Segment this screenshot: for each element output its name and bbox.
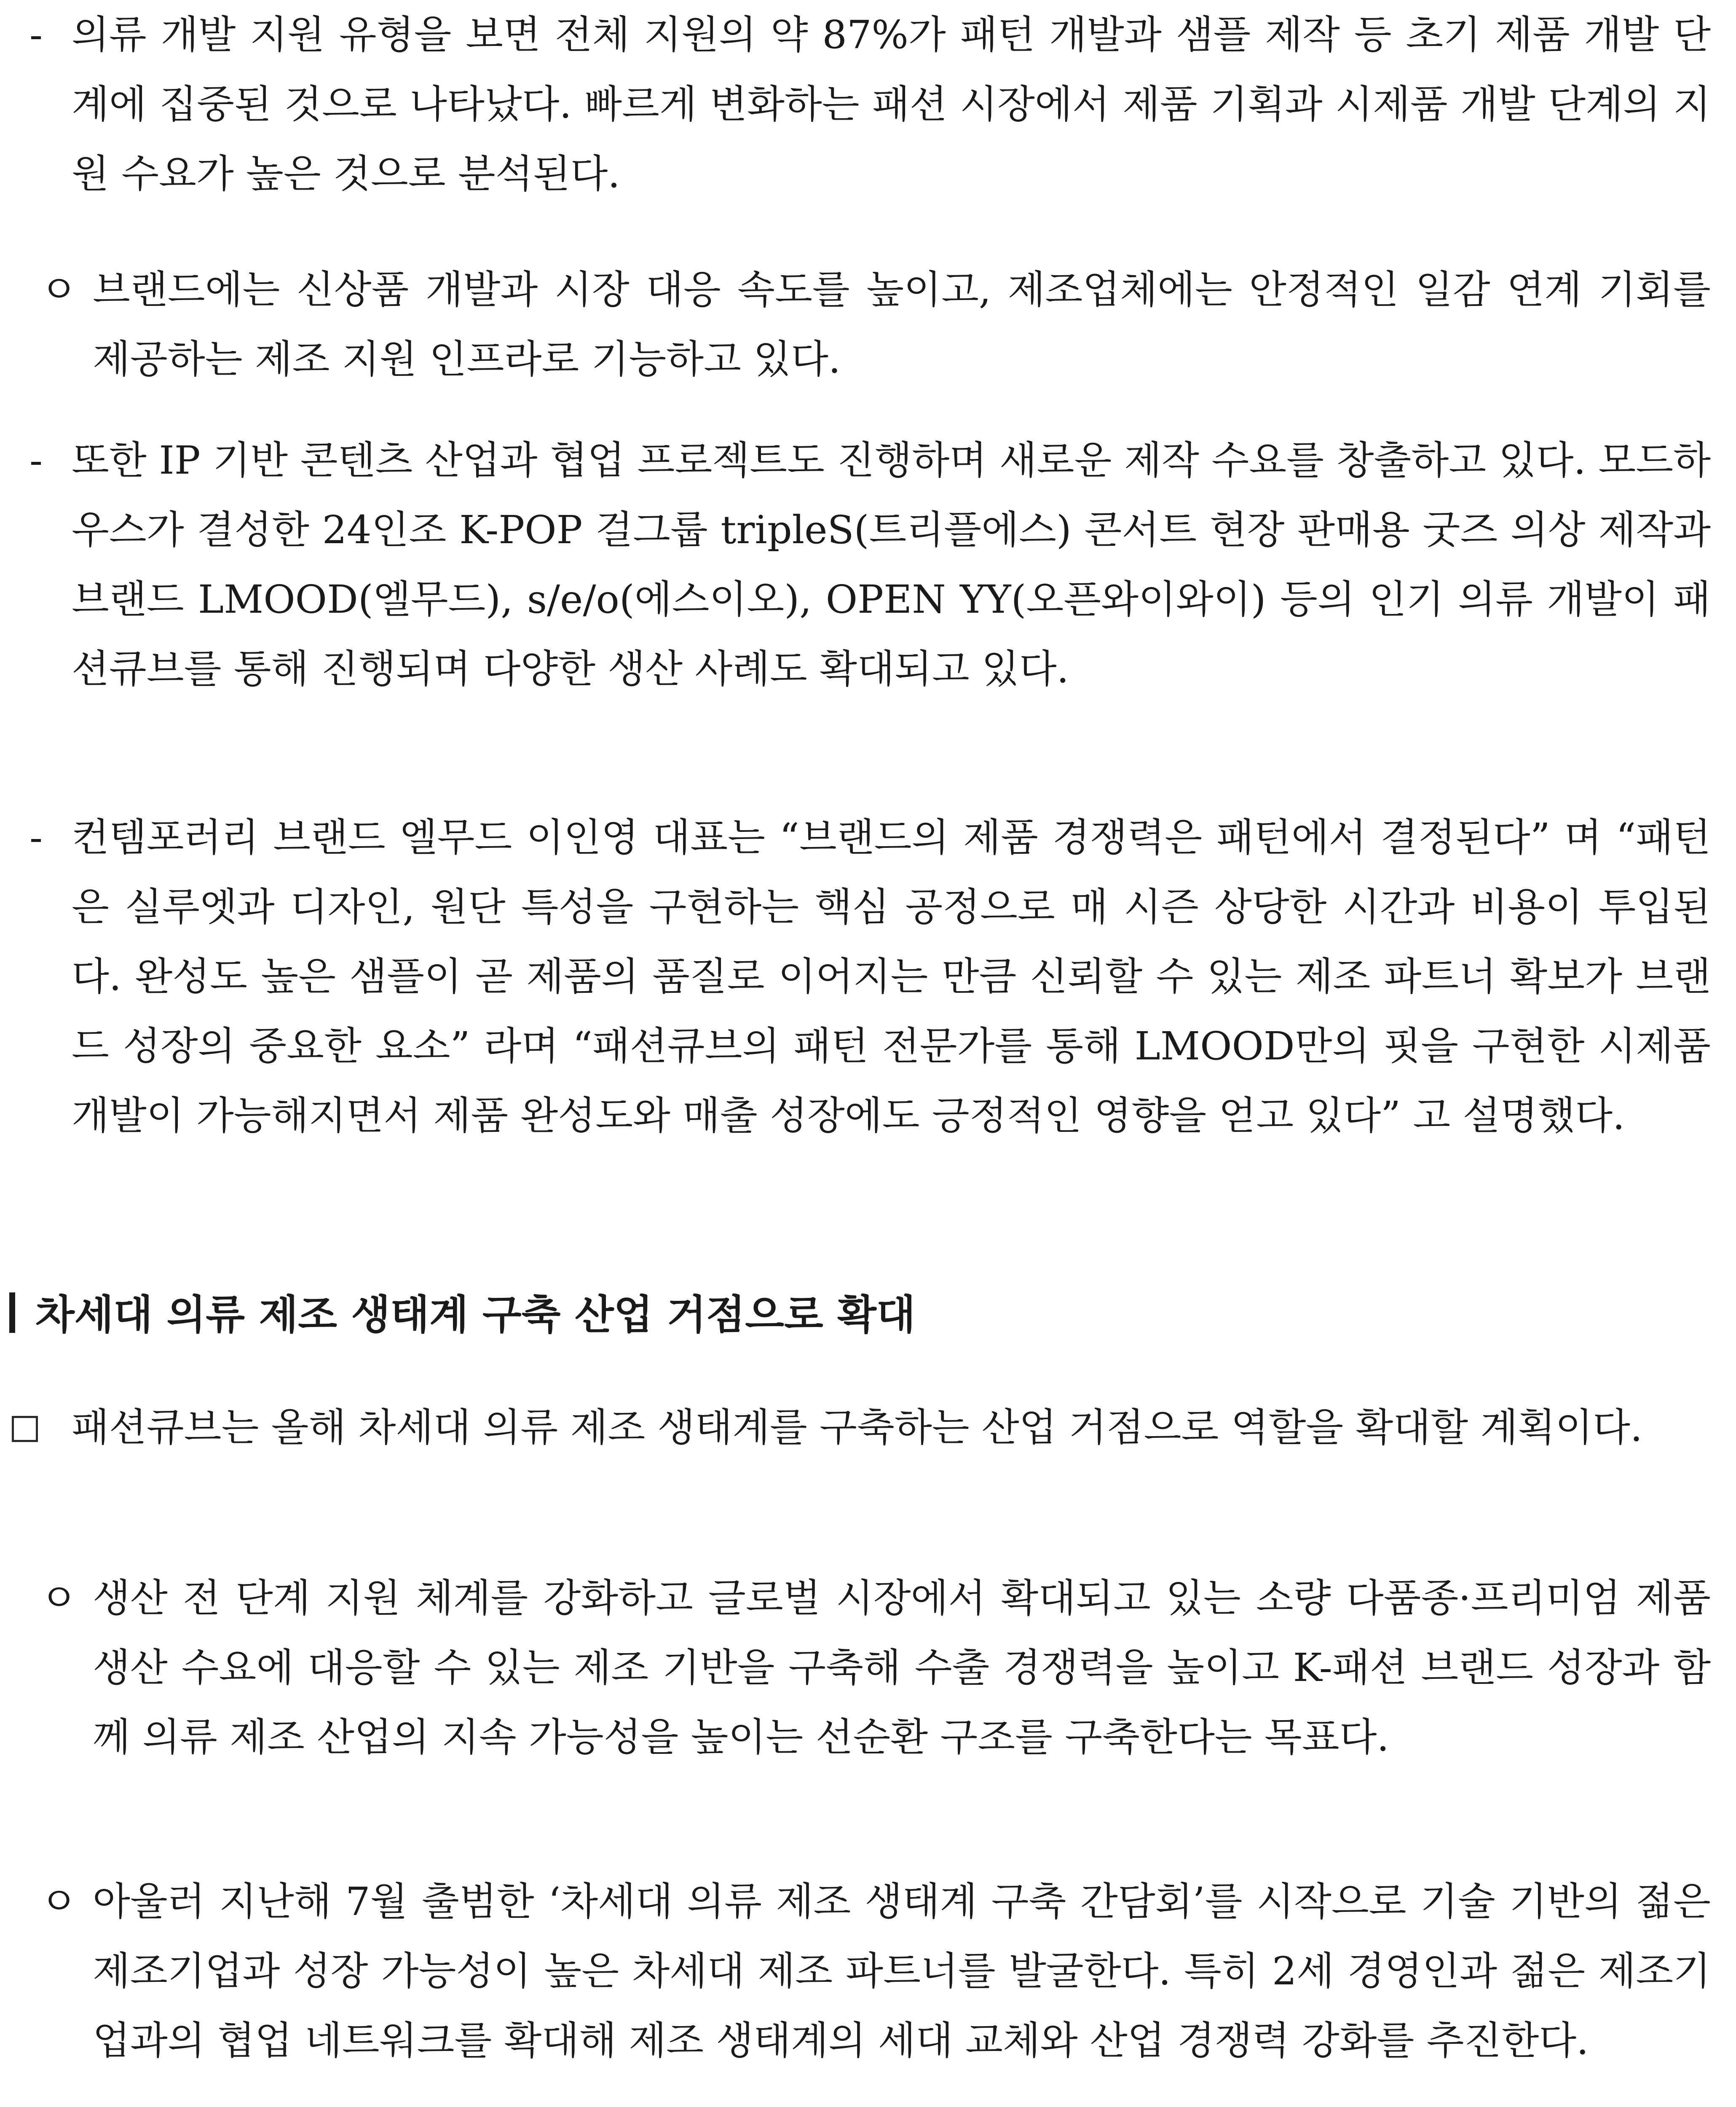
- section-heading: [9, 1281, 916, 1348]
- dash-marker: -: [29, 815, 43, 860]
- paragraph-ip-content: 또한 IP 기반 콘텐츠 산업과 협업 프로젝트도 진행하며 새로운 제작 수요를 창출하고 있다. 모드하우스가 결성한 24인조 K-POP 걸그룹 tripleS(트리플에스) 콘서트 현장 판매용 굿즈 의상 제작과 브랜드 LMOOD(엘무드), s/e/o(에스이오), OPEN YY(오픈와이와이) 등의 인기 의류 개발이 패션큐브를 통해 진행되며 다양한 생산 사례도 확대되고 있다.: [72, 438, 1711, 692]
- circle-marker: ㅇ: [40, 1879, 78, 1924]
- heading-bar: [9, 1292, 15, 1333]
- paragraph-pattern-support: 의류 개발 지원 유형을 보면 전체 지원의 약 87%가 패턴 개발과 샘플 제작 등 초기 제품 개발 단계에 집중된 것으로 나타났다. 빠르게 변화하는 패션 시장에서 제품 기획과 시제품 개발 단계의 지원 수요가 높은 것으로 분석된다.: [72, 12, 1711, 196]
- dash-marker: -: [29, 12, 43, 57]
- paragraph-next-gen-partners: 아울러 지난해 7월 출범한 ‘차세대 의류 제조 생태계 구축 간담회’를 시작으로 기술 기반의 젊은 제조기업과 성장 가능성이 높은 차세대 제조 파트너를 발굴한다. 특히 2세 경영인과 젊은 제조기업과의 협업 네트워크를 확대해 제조 생태계의 세대 교체와 산업 경쟁력 강화를 추진한다.: [93, 1879, 1711, 2063]
- checkbox-square-icon: [12, 1416, 38, 1442]
- circle-marker: ㅇ: [40, 1576, 78, 1621]
- paragraph-fashion-cube-plan: 패션큐브는 올해 차세대 의류 제조 생태계를 구축하는 산업 거점으로 역할을 확대할 계획이다.: [72, 1405, 1643, 1450]
- paragraph-production-support: 생산 전 단계 지원 체계를 강화하고 글로벌 시장에서 확대되고 있는 소량 다품종·프리미엄 제품 생산 수요에 대응할 수 있는 제조 기반을 구축해 수출 경쟁력을 높이고 K-패션 브랜드 성장과 함께 의류 제조 산업의 지속 가능성을 높이는 선순환 구조를 구축한다는 목표다.: [93, 1576, 1711, 1760]
- dash-marker: -: [29, 438, 43, 483]
- section-heading-text: 차세대 의류 제조 생태계 구축 산업 거점으로 확대: [35, 1291, 916, 1338]
- paragraph-lmood-quote: 컨템포러리 브랜드 엘무드 이인영 대표는 “브랜드의 제품 경쟁력은 패턴에서 결정된다” 며 “패턴은 실루엣과 디자인, 원단 특성을 구현하는 핵심 공정으로 매 시즌 상당한 시간과 비용이 투입된다. 완성도 높은 샘플이 곧 제품의 품질로 이어지는 만큼 신뢰할 수 있는 제조 파트너 확보가 브랜드 성장의 중요한 요소” 라며 “패션큐브의 패턴 전문가를 통해 LMOOD만의 핏을 구현한 시제품 개발이 가능해지면서 제품 완성도와 매출 성장에도 긍정적인 영향을 얻고 있다” 고 설명했다.: [72, 815, 1711, 1138]
- paragraph-infrastructure: 브랜드에는 신상품 개발과 시장 대응 속도를 높이고, 제조업체에는 안정적인 일감 연계 기회를 제공하는 제조 지원 인프라로 기능하고 있다.: [93, 267, 1711, 382]
- circle-marker: ㅇ: [40, 267, 78, 312]
